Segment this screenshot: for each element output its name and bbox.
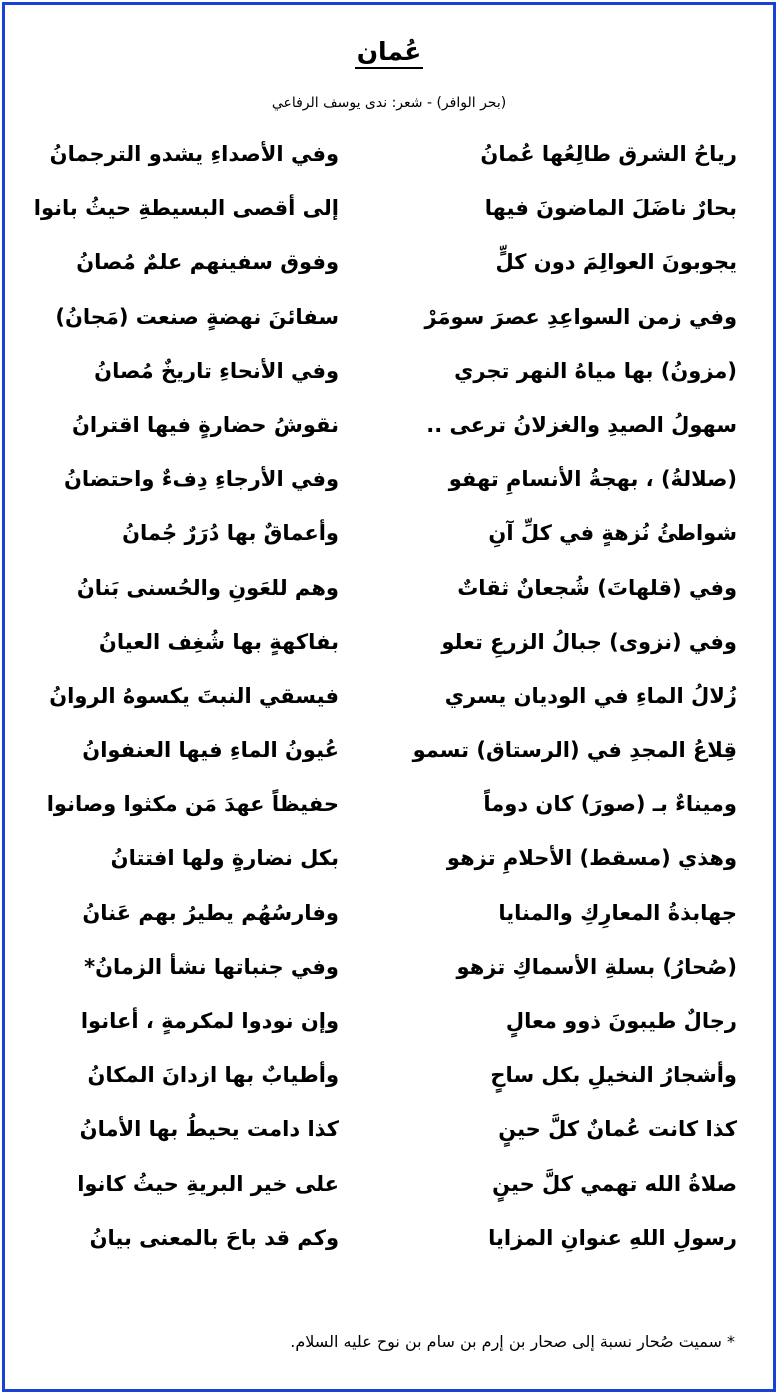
poem-subtitle: (بحر الوافر) - شعر: ندى يوسف الرفاعي (271, 95, 507, 111)
verse-second-hemistich: إلى أقصى البسيطةِ حيثُ بانوا (33, 196, 339, 221)
verse (5, 350, 773, 404)
verse-second-hemistich: وأعماقٌ بها دُرَرٌ جُمانُ (122, 521, 339, 546)
verse-first-hemistich: كذا كانت عُمانٌ كلَّ حينٍ (498, 1117, 737, 1142)
verse-first-hemistich: سهولُ الصيدِ والغزلانُ ترعى .. (426, 412, 737, 437)
verse-second-hemistich: نقوشُ حضارةٍ فيها اقترانُ (71, 412, 339, 437)
verse-second-hemistich: وفي الأرجاءِ دِفءٌ واحتضانُ (63, 467, 339, 492)
verse (5, 1217, 773, 1271)
verse (5, 675, 773, 729)
verse (5, 946, 773, 1000)
verse (5, 133, 773, 187)
verse (5, 1108, 773, 1162)
verse-first-hemistich: وفي (قلهاتَ) شُجعانٌ ثقاتٌ (457, 575, 737, 600)
verse (5, 567, 773, 621)
verse-first-hemistich: (مزونُ) بها مياهُ النهر تجري (454, 358, 737, 383)
verse (5, 512, 773, 566)
verse-first-hemistich: رجالٌ طيبونَ ذوو معالٍ (505, 1009, 737, 1033)
verse-second-hemistich: وفي الأصداءِ يشدو الترجمانُ (49, 142, 339, 166)
poem-body (5, 133, 773, 1271)
verse-second-hemistich: وفارسُهُم يطيرُ بهم عَنانُ (82, 900, 339, 925)
verse (5, 241, 773, 295)
verse (5, 1000, 773, 1054)
verse-second-hemistich: وفوق سفينهم علمٌ مُصانُ (76, 250, 339, 275)
verse (5, 404, 773, 458)
verse-first-hemistich: صلاةُ الله تهمي كلَّ حينٍ (492, 1171, 737, 1196)
verse-first-hemistich: وهذي (مسقط) الأحلامِ تزهو (446, 846, 737, 871)
verse (5, 729, 773, 783)
verse-second-hemistich: فيسقي النبتَ يكسوهُ الروانُ (49, 683, 339, 708)
verse (5, 892, 773, 946)
verse-second-hemistich: سفائنَ نهضةٍ صنعت (مَجانُ) (55, 304, 339, 329)
verse (5, 1054, 773, 1108)
verse-first-hemistich: شواطئُ نُزهةٍ في كلِّ آنِ (488, 521, 737, 546)
verse (5, 187, 773, 241)
verse-second-hemistich: وفي الأنحاءِ تاريخٌ مُصانُ (94, 358, 339, 383)
verse (5, 837, 773, 891)
verse-first-hemistich: وميناءٌ بـ (صورَ) كان دوماً (483, 792, 737, 817)
verse-second-hemistich: وهم للعَونِ والحُسنى بَنانُ (76, 575, 339, 600)
verse-first-hemistich: قِلاعُ المجدِ في (الرستاق) تسمو (412, 738, 737, 763)
footnote: * سميت صُحار نسبة إلى صحار بن إرم بن سام بن نوح عليه السلام. (290, 1332, 735, 1351)
verse (5, 458, 773, 512)
verse-second-hemistich: حفيظاً عهدَ مَن مكثوا وصانوا (46, 792, 339, 817)
verse-second-hemistich: بكل نضارةٍ ولها افتتانُ (110, 846, 339, 871)
verse-first-hemistich: (صُحارُ) بسلةِ الأسماكِ تزهو (456, 954, 737, 979)
verse-second-hemistich: كذا دامت يحيطُ بها الأمانُ (79, 1117, 339, 1142)
verse-first-hemistich: وفي (نزوى) جبالُ الزرعِ تعلو (441, 629, 737, 654)
verse (5, 1163, 773, 1217)
verse-second-hemistich: وإن نودوا لمكرمةٍ ، أعانوا (80, 1009, 339, 1033)
verse-first-hemistich: وفي زمن السواعِدِ عصرَ سومَرْ (424, 304, 737, 329)
verse-second-hemistich: عُيونُ الماءِ فيها العنفوانُ (82, 738, 339, 763)
verse-first-hemistich: بحارٌ ناضَلَ الماضونَ فيها (484, 196, 737, 221)
verse-first-hemistich: رياحُ الشرق طالِعُها عُمانُ (480, 142, 737, 166)
poem-title: عُمان (5, 37, 773, 66)
verse-first-hemistich: جهابذةُ المعارِكِ والمنايا (498, 900, 737, 925)
verse-second-hemistich: وأطيابٌ بها ازدانَ المكانُ (87, 1063, 339, 1088)
verse-second-hemistich: على خير البريةِ حيثُ كانوا (77, 1171, 339, 1196)
verse-first-hemistich: رسولِ اللهِ عنوانِ المزايا (488, 1225, 737, 1250)
verse-second-hemistich: بفاكهةٍ بها شُغِف العيانُ (98, 629, 339, 654)
verse-second-hemistich: وكم قد باحَ بالمعنى بيانُ (89, 1225, 339, 1250)
verse (5, 783, 773, 837)
verse (5, 296, 773, 350)
verse-first-hemistich: (صلالةُ) ، بهجةُ الأنسامِ تهفو (448, 467, 737, 492)
verse-second-hemistich: وفي جنباتها نشأ الزمانُ* (84, 954, 339, 979)
verse-first-hemistich: زُلالُ الماءِ في الوديان يسري (444, 683, 737, 708)
verse-first-hemistich: وأشجارُ النخيلِ بكل ساحٍ (490, 1063, 737, 1088)
page-frame (2, 2, 776, 1392)
verse-first-hemistich: يجوبونَ العوالِمَ دون كلٍّ (495, 250, 737, 275)
verse (5, 621, 773, 675)
